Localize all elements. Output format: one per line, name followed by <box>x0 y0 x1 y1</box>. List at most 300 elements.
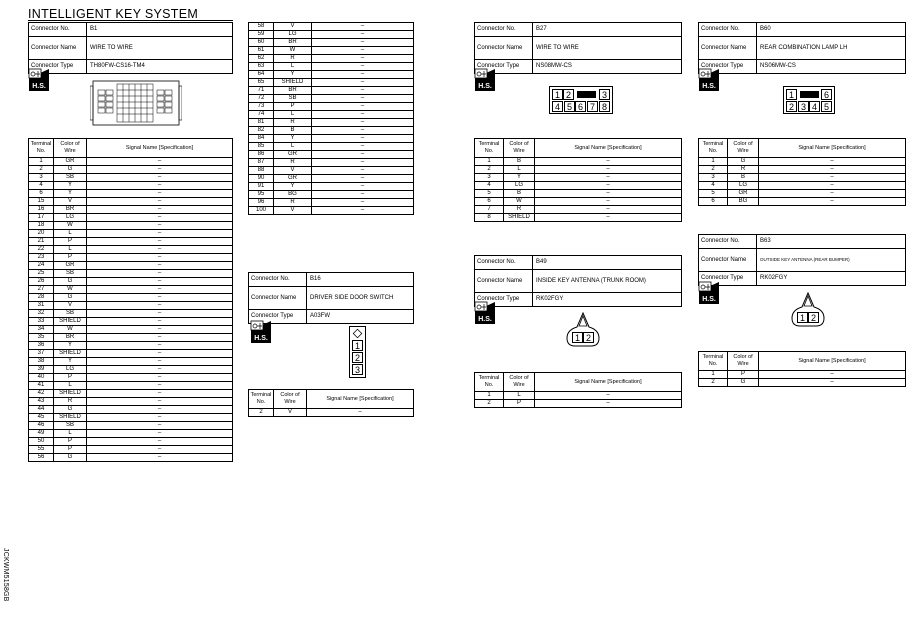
signal-name-cell: – <box>87 390 233 398</box>
wire-color-cell: GR <box>54 158 87 166</box>
b60-pin: 5 <box>821 101 832 112</box>
signal-name-cell: – <box>312 47 414 55</box>
terminal-no-cell: 4 <box>29 182 54 190</box>
terminal-no-cell: 27 <box>29 286 54 294</box>
terminal-no-cell: 71 <box>249 87 274 95</box>
b49-terminal-table <box>474 372 682 408</box>
wire-color-cell: G <box>54 454 87 462</box>
table-row <box>29 262 233 270</box>
wire-color-cell: L <box>274 111 312 119</box>
b27-connector-type: NS08MW-CS <box>533 60 682 74</box>
signal-name-cell: – <box>759 158 906 166</box>
signal-name-header: Signal Name [Specification] <box>87 139 233 158</box>
table-row <box>29 430 233 438</box>
table-row <box>29 190 233 198</box>
terminal-no-cell: 8 <box>475 214 504 222</box>
signal-name-cell: – <box>87 342 233 350</box>
terminal-no-cell: 2 <box>29 166 54 174</box>
table-row <box>249 95 414 103</box>
wire-color-cell: L <box>274 63 312 71</box>
b16-connector-name: DRIVER SIDE DOOR SWITCH <box>307 287 414 310</box>
terminal-no-cell: 3 <box>29 174 54 182</box>
table-row <box>29 270 233 278</box>
b63-connector-type-label: Connector Type <box>699 272 757 286</box>
b60-pin: 6 <box>821 89 832 100</box>
b27-pin: 5 <box>564 101 575 112</box>
b63-connector-type: RK02FGY <box>757 272 906 286</box>
terminal-no-cell: 34 <box>29 326 54 334</box>
table-row <box>29 406 233 414</box>
table-row <box>699 158 906 166</box>
signal-name-cell: – <box>87 206 233 214</box>
b16-connector-face <box>349 326 366 378</box>
b27-pin: 4 <box>552 101 563 112</box>
b16-connector-type-label: Connector Type <box>249 310 307 324</box>
b60-pin: 4 <box>809 101 820 112</box>
signal-name-cell: – <box>312 191 414 199</box>
signal-name-cell: – <box>759 379 906 387</box>
table-row <box>249 151 414 159</box>
terminal-no-cell: 2 <box>699 166 728 174</box>
signal-name-cell: – <box>759 198 906 206</box>
table-row <box>29 254 233 262</box>
wire-color-cell: W <box>54 326 87 334</box>
wire-color-cell: Y <box>274 135 312 143</box>
terminal-no-cell: 17 <box>29 214 54 222</box>
b16-info-table <box>248 272 414 324</box>
title-underline <box>28 20 233 21</box>
table-row <box>29 334 233 342</box>
terminal-no-cell: 28 <box>29 294 54 302</box>
b16-pin: 2 <box>352 352 363 363</box>
signal-name-cell: – <box>312 63 414 71</box>
wire-color-cell: Y <box>54 182 87 190</box>
wire-color-cell: R <box>274 199 312 207</box>
signal-name-cell: – <box>87 230 233 238</box>
b63-pin: 2 <box>808 312 819 323</box>
color-of-wire-header: Color of Wire <box>274 390 307 409</box>
table-row <box>249 31 414 39</box>
table-row <box>475 182 682 190</box>
b63-connector-no: B63 <box>757 235 906 249</box>
wire-color-cell: SHIELD <box>54 390 87 398</box>
terminal-no-header: Terminal No. <box>29 139 54 158</box>
terminal-no-cell: 43 <box>29 398 54 406</box>
wire-color-cell: GR <box>274 175 312 183</box>
wire-color-cell: SB <box>54 422 87 430</box>
b27-connector-name: WIRE TO WIRE <box>533 37 682 60</box>
color-of-wire-header: Color of Wire <box>504 373 535 392</box>
hs-label: H.S. <box>702 83 716 90</box>
terminal-no-cell: 23 <box>29 254 54 262</box>
wire-color-cell: R <box>54 398 87 406</box>
wire-color-cell: P <box>54 438 87 446</box>
b1-hs-icon <box>28 68 50 92</box>
table-row <box>29 438 233 446</box>
terminal-no-cell: 41 <box>29 382 54 390</box>
terminal-no-cell: 74 <box>249 111 274 119</box>
signal-name-cell: – <box>312 167 414 175</box>
wire-color-cell: GR <box>54 262 87 270</box>
signal-name-cell: – <box>87 374 233 382</box>
signal-name-cell: – <box>759 182 906 190</box>
signal-name-cell: – <box>87 454 233 462</box>
table-row <box>29 350 233 358</box>
table-row <box>29 174 233 182</box>
signal-name-cell: – <box>759 166 906 174</box>
table-row <box>29 278 233 286</box>
terminal-no-cell: 39 <box>29 366 54 374</box>
b16-pin: 3 <box>352 364 363 375</box>
wire-color-cell: LG <box>54 366 87 374</box>
signal-name-cell: – <box>87 446 233 454</box>
signal-name-cell: – <box>312 207 414 215</box>
signal-name-cell: – <box>307 409 414 417</box>
signal-name-cell: – <box>535 174 682 182</box>
table-row <box>699 371 906 379</box>
terminal-no-cell: 1 <box>699 158 728 166</box>
signal-name-cell: – <box>87 302 233 310</box>
terminal-no-cell: 91 <box>249 183 274 191</box>
table-row <box>29 222 233 230</box>
signal-name-cell: – <box>87 430 233 438</box>
signal-name-cell: – <box>87 358 233 366</box>
wire-color-cell: P <box>54 238 87 246</box>
terminal-no-cell: 50 <box>29 438 54 446</box>
table-row <box>249 23 414 31</box>
signal-name-cell: – <box>759 371 906 379</box>
signal-name-cell: – <box>312 87 414 95</box>
b49-connector-type: RK02FGY <box>533 293 682 307</box>
table-row <box>29 206 233 214</box>
terminal-no-cell: 3 <box>475 174 504 182</box>
b27-pin: 1 <box>552 89 563 100</box>
wire-color-cell: SB <box>274 95 312 103</box>
signal-name-cell: – <box>535 214 682 222</box>
b60-connector-name: REAR COMBINATION LAMP LH <box>757 37 906 60</box>
b63-info-table <box>698 234 906 286</box>
terminal-no-cell: 6 <box>475 198 504 206</box>
terminal-no-cell: 21 <box>29 238 54 246</box>
signal-name-cell: – <box>87 326 233 334</box>
table-row <box>475 400 682 408</box>
wire-color-cell: R <box>504 206 535 214</box>
table-row <box>249 183 414 191</box>
terminal-no-cell: 73 <box>249 103 274 111</box>
terminal-no-cell: 7 <box>475 206 504 214</box>
b27-connector-no: B27 <box>533 23 682 37</box>
b27-pin: 2 <box>563 89 574 100</box>
terminal-no-cell: 60 <box>249 39 274 47</box>
b16-hs-icon <box>250 320 272 344</box>
b60-connector-type-label: Connector Type <box>699 60 757 74</box>
table-row <box>29 182 233 190</box>
terminal-no-cell: 5 <box>699 190 728 198</box>
table-row <box>29 446 233 454</box>
wire-color-cell: R <box>728 166 759 174</box>
wire-color-cell: Y <box>504 174 535 182</box>
wire-color-cell: B <box>274 127 312 135</box>
terminal-no-cell: 36 <box>29 342 54 350</box>
hs-label: H.S. <box>254 335 268 342</box>
terminal-no-cell: 4 <box>699 182 728 190</box>
table-row <box>249 409 414 417</box>
b63-connector-face <box>788 292 828 328</box>
signal-name-cell: – <box>312 151 414 159</box>
wire-color-cell: V <box>274 409 307 417</box>
wire-color-cell: W <box>274 47 312 55</box>
wire-color-cell: SHIELD <box>54 318 87 326</box>
table-row <box>699 182 906 190</box>
color-of-wire-header: Color of Wire <box>54 139 87 158</box>
table-row <box>29 326 233 334</box>
b49-hs-icon <box>474 301 496 325</box>
terminal-no-cell: 46 <box>29 422 54 430</box>
table-row <box>249 143 414 151</box>
b1-terminal-table-continued <box>248 22 414 215</box>
wire-color-cell: P <box>54 374 87 382</box>
table-row <box>249 159 414 167</box>
b27-connector-name-label: Connector Name <box>475 37 533 60</box>
terminal-no-cell: 37 <box>29 350 54 358</box>
wire-color-cell: Y <box>274 183 312 191</box>
wire-color-cell: Y <box>54 342 87 350</box>
terminal-no-cell: 24 <box>29 262 54 270</box>
table-row <box>475 166 682 174</box>
table-row <box>29 398 233 406</box>
b16-terminal-table <box>248 389 414 417</box>
b27-connector-face <box>549 86 613 114</box>
terminal-no-cell: 2 <box>699 379 728 387</box>
terminal-no-cell: 1 <box>29 158 54 166</box>
wire-color-cell: V <box>54 198 87 206</box>
table-row <box>29 198 233 206</box>
terminal-no-cell: 5 <box>475 190 504 198</box>
signal-name-cell: – <box>312 23 414 31</box>
terminal-no-cell: 72 <box>249 95 274 103</box>
wire-color-cell: V <box>274 23 312 31</box>
table-row <box>249 175 414 183</box>
b27-info-table <box>474 22 682 74</box>
table-row <box>475 206 682 214</box>
table-row <box>249 103 414 111</box>
terminal-no-cell: 20 <box>29 230 54 238</box>
signal-name-header: Signal Name [Specification] <box>535 373 682 392</box>
wire-color-cell: P <box>728 371 759 379</box>
wire-color-cell: SB <box>54 174 87 182</box>
table-row <box>249 47 414 55</box>
b1-terminal-table <box>28 138 233 462</box>
terminal-no-cell: 4 <box>475 182 504 190</box>
signal-name-cell: – <box>312 183 414 191</box>
terminal-no-header: Terminal No. <box>699 139 728 158</box>
signal-name-cell: – <box>87 158 233 166</box>
b60-pin: 2 <box>786 101 797 112</box>
wire-color-cell: Y <box>274 71 312 79</box>
terminal-no-cell: 1 <box>475 158 504 166</box>
signal-name-cell: – <box>312 55 414 63</box>
b16-key-icon <box>353 329 363 339</box>
table-row <box>29 230 233 238</box>
table-row <box>29 390 233 398</box>
table-row <box>475 174 682 182</box>
wire-color-cell: GR <box>274 151 312 159</box>
terminal-no-cell: 2 <box>249 409 274 417</box>
signal-name-cell: – <box>87 278 233 286</box>
signal-name-cell: – <box>312 135 414 143</box>
b60-connector-no-label: Connector No. <box>699 23 757 37</box>
wire-color-cell: SHIELD <box>54 350 87 358</box>
wire-color-cell: P <box>54 446 87 454</box>
wire-color-cell: B <box>504 158 535 166</box>
table-row <box>29 214 233 222</box>
wire-color-cell: G <box>54 294 87 302</box>
table-row <box>29 246 233 254</box>
b27-connector-type-label: Connector Type <box>475 60 533 74</box>
signal-name-cell: – <box>535 182 682 190</box>
b60-pin: 1 <box>786 89 797 100</box>
table-row <box>249 55 414 63</box>
wire-color-cell: V <box>54 302 87 310</box>
table-row <box>699 174 906 182</box>
wire-color-cell: R <box>274 119 312 127</box>
table-row <box>249 167 414 175</box>
signal-name-cell: – <box>87 366 233 374</box>
b60-info-table <box>698 22 906 74</box>
signal-name-cell: – <box>535 190 682 198</box>
terminal-no-cell: 63 <box>249 63 274 71</box>
table-row <box>475 392 682 400</box>
b1-connector-name-label: Connector Name <box>29 37 87 60</box>
wire-color-cell: LG <box>504 182 535 190</box>
terminal-no-cell: 42 <box>29 390 54 398</box>
signal-name-cell: – <box>87 382 233 390</box>
table-row <box>29 422 233 430</box>
signal-name-cell: – <box>535 198 682 206</box>
terminal-no-cell: 64 <box>249 71 274 79</box>
signal-name-cell: – <box>87 182 233 190</box>
wire-color-cell: R <box>274 159 312 167</box>
table-row <box>249 79 414 87</box>
wire-color-cell: L <box>54 246 87 254</box>
signal-name-cell: – <box>759 190 906 198</box>
terminal-no-cell: 88 <box>249 167 274 175</box>
b1-info-table <box>28 22 233 74</box>
terminal-no-cell: 81 <box>249 119 274 127</box>
terminal-no-cell: 61 <box>249 47 274 55</box>
wire-color-cell: P <box>54 254 87 262</box>
terminal-no-header: Terminal No. <box>249 390 274 409</box>
table-row <box>249 199 414 207</box>
signal-name-cell: – <box>87 438 233 446</box>
hs-label: H.S. <box>32 83 46 90</box>
b63-pin: 1 <box>797 312 808 323</box>
wire-color-cell: GR <box>728 190 759 198</box>
table-row <box>699 379 906 387</box>
terminal-no-cell: 85 <box>249 143 274 151</box>
signal-name-cell: – <box>87 198 233 206</box>
table-row <box>29 374 233 382</box>
wire-color-cell: BG <box>274 191 312 199</box>
b27-pin: 3 <box>599 89 610 100</box>
signal-name-cell: – <box>87 334 233 342</box>
wire-color-cell: W <box>54 222 87 230</box>
wire-color-cell: P <box>504 400 535 408</box>
wire-color-cell: L <box>54 430 87 438</box>
wire-color-cell: L <box>54 382 87 390</box>
signal-name-cell: – <box>87 190 233 198</box>
terminal-no-cell: 1 <box>475 392 504 400</box>
diagram-code: JCKWM5158GB <box>2 548 9 602</box>
terminal-no-cell: 58 <box>249 23 274 31</box>
signal-name-cell: – <box>312 111 414 119</box>
terminal-no-cell: 2 <box>475 400 504 408</box>
signal-name-cell: – <box>535 392 682 400</box>
wire-color-cell: W <box>54 286 87 294</box>
table-row <box>699 198 906 206</box>
terminal-no-cell: 33 <box>29 318 54 326</box>
wire-color-cell: SB <box>54 310 87 318</box>
wire-color-cell: G <box>728 158 759 166</box>
b1-connector-name: WIRE TO WIRE <box>87 37 233 60</box>
signal-name-cell: – <box>312 71 414 79</box>
b63-connector-no-label: Connector No. <box>699 235 757 249</box>
b49-connector-name-label: Connector Name <box>475 270 533 293</box>
b49-pin: 2 <box>583 332 594 343</box>
wire-color-cell: W <box>504 198 535 206</box>
terminal-no-cell: 26 <box>29 278 54 286</box>
wire-color-cell: L <box>504 392 535 400</box>
b16-connector-type: A03FW <box>307 310 414 324</box>
signal-name-cell: – <box>87 238 233 246</box>
wire-color-cell: BR <box>274 39 312 47</box>
table-row <box>249 39 414 47</box>
signal-name-cell: – <box>87 166 233 174</box>
wire-color-cell: L <box>274 143 312 151</box>
terminal-no-cell: 16 <box>29 206 54 214</box>
terminal-no-cell: 45 <box>29 414 54 422</box>
table-row <box>249 119 414 127</box>
signal-name-cell: – <box>312 95 414 103</box>
table-row <box>29 382 233 390</box>
wire-color-cell: B <box>504 190 535 198</box>
wire-color-cell: BG <box>728 198 759 206</box>
table-row <box>249 127 414 135</box>
signal-name-cell: – <box>87 398 233 406</box>
b49-connector-no: B49 <box>533 256 682 270</box>
wire-color-cell: Y <box>54 190 87 198</box>
signal-name-cell: – <box>87 350 233 358</box>
signal-name-cell: – <box>87 246 233 254</box>
signal-name-cell: – <box>535 166 682 174</box>
table-row <box>29 454 233 462</box>
table-row <box>29 318 233 326</box>
b49-connector-type-label: Connector Type <box>475 293 533 307</box>
b63-connector-name: OUTSIDE KEY ANTENNA (REAR BUMPER) <box>757 249 906 272</box>
b16-connector-no: B16 <box>307 273 414 287</box>
terminal-no-cell: 82 <box>249 127 274 135</box>
signal-name-cell: – <box>312 31 414 39</box>
terminal-no-cell: 59 <box>249 31 274 39</box>
signal-name-cell: – <box>87 406 233 414</box>
table-row <box>29 166 233 174</box>
terminal-no-cell: 32 <box>29 310 54 318</box>
terminal-no-cell: 3 <box>699 174 728 182</box>
terminal-no-cell: 18 <box>29 222 54 230</box>
wire-color-cell: G <box>728 379 759 387</box>
wire-color-cell: LG <box>728 182 759 190</box>
b49-pin: 1 <box>572 332 583 343</box>
